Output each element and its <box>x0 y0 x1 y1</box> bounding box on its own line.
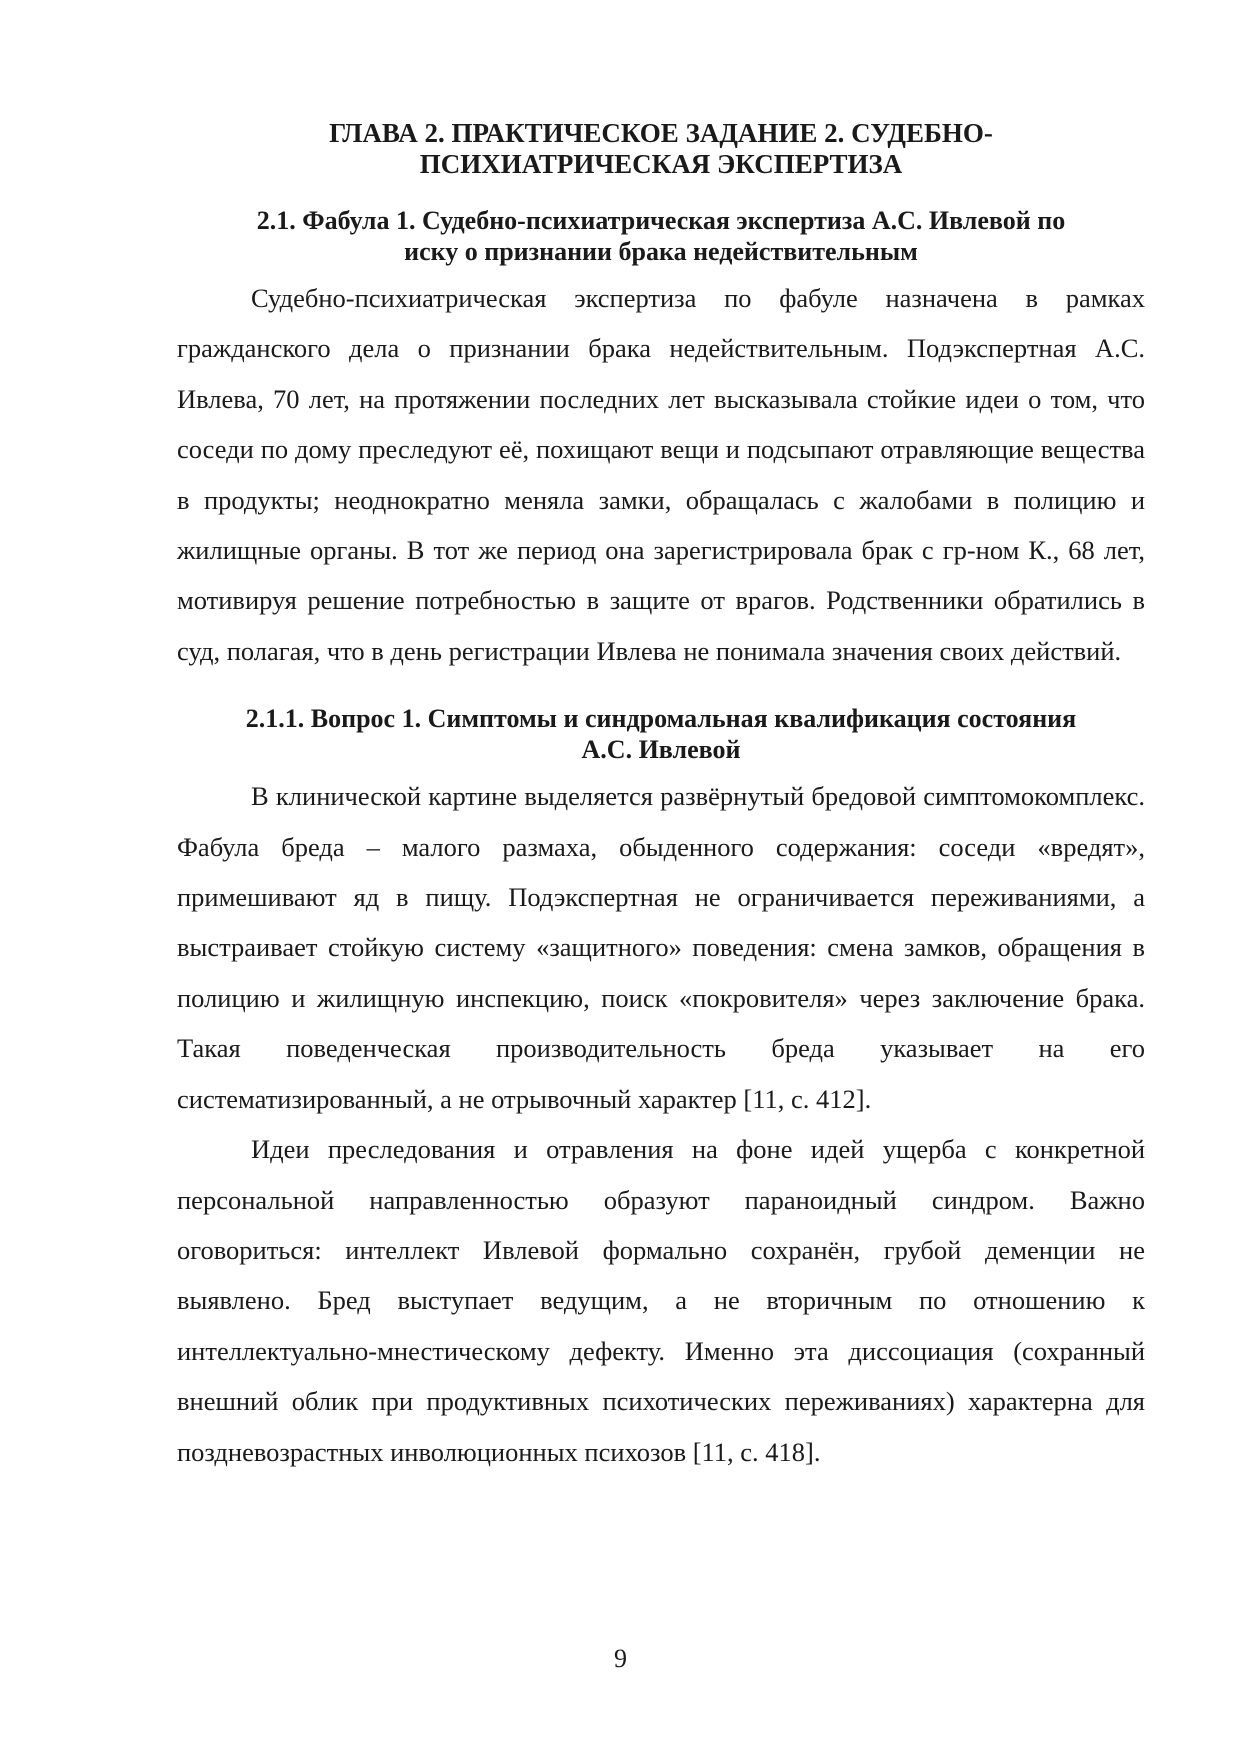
chapter-title <box>177 118 1145 180</box>
section-2-1-1-paragraph-1: В клинической картине выделяется развёрнутый бредовой симптомокомплекс. Фабула бреда – малого размаха, обыденного содержания: соседи «вредят», примешивают яд в пищу. Подэкспертная не ограничивается переживаниями, а выстраивает стойкую систему «защитного» поведения: смена замков, обращения в полицию и жилищную инспекцию, поиск «покровителя» через заключение брака. Такая поведенческая производительность бреда указывает на его систематизированный, а не отрывочный характер [11, с. 412]. <box>177 781 1145 1114</box>
section-title-2-1-line-2: иску о признании брака недействительным <box>404 237 918 266</box>
section-2-1-1-paragraph-2: Идеи преследования и отравления на фоне идей ущерба с конкретной персональной направленностью образуют параноидный синдром. Важно оговориться: интеллект Ивлевой формально сохранён, грубой деменции не выявлено. Бред выступает ведущим, а не вторичным по отношению к интеллектуально-мнестическому дефекту. Именно эта диссоциация (сохранный внешний облик при продуктивных психотических переживаниях) характерна для поздневозрастных инволюционных психозов [11, с. 418]. <box>177 1134 1145 1467</box>
section-2-1-paragraph: Судебно-психиатрическая экспертиза по фабуле назначена в рамках гражданского дела о признании брака недействительным. Подэкспертная А.С. Ивлева, 70 лет, на протяжении последних лет высказывала стойкие идеи о том, что соседи по дому преследуют её, похищают вещи и подсыпают отравляющие вещества в продукты; неоднократно меняла замки, обращалась с жалобами в полицию и жилищные органы. В тот же период она зарегистрировала брак с гр-ном К., 68 лет, мотивируя решение потребностью в защите от врагов. Родственники обратились в суд, полагая, что в день регистрации Ивлева не понимала значения своих действий. <box>177 283 1145 666</box>
section-title-2-1-1-line-1: 2.1.1. Вопрос 1. Симптомы и синдромальная квалификация состояния <box>245 704 1077 734</box>
section-title-2-1-line-1: 2.1. Фабула 1. Судебно-психиатрическая экспертиза А.С. Ивлевой по <box>256 206 1066 235</box>
page-content <box>177 118 1145 1477</box>
section-title-2-1 <box>177 205 1145 267</box>
section-title-2-1-1 <box>177 703 1145 765</box>
chapter-title-line-1: ГЛАВА 2. ПРАКТИЧЕСКОЕ ЗАДАНИЕ 2. СУДЕБНО- <box>329 118 993 148</box>
section-title-2-1-1-line-2: А.С. Ивлевой <box>581 735 741 765</box>
chapter-title-line-2: ПСИХИАТРИЧЕСКАЯ ЭКСПЕРТИЗА <box>419 149 903 179</box>
page-number: 9 <box>614 1644 627 1673</box>
